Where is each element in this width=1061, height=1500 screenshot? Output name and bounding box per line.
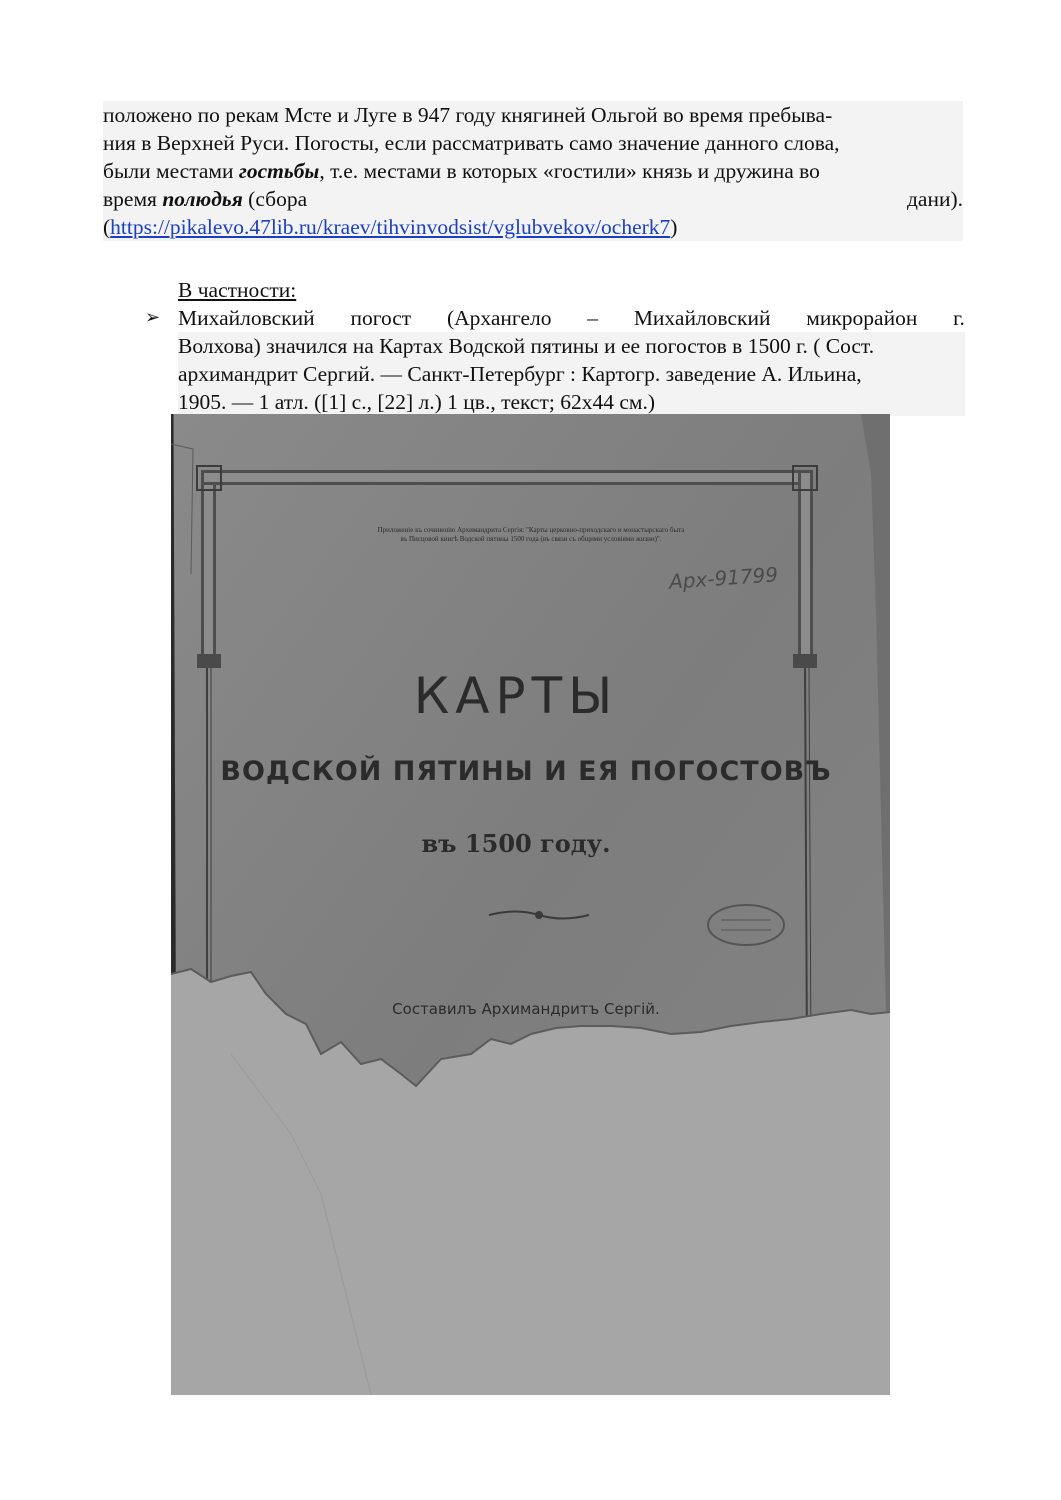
scan-title: КАРТЫ <box>413 667 619 725</box>
scan-subtitle: ВОДСКОЙ ПЯТИНЫ И ЕЯ ПОГОСТОВЪ <box>220 756 832 787</box>
scan-year: въ 1500 году. <box>421 829 611 858</box>
paragraph-line: время полюдья (сбора дани). <box>103 187 963 211</box>
paragraph-line: положено по рекам Мсте и Луге в 947 году княгиней Ольгой во время пребыва- <box>103 103 833 127</box>
bullet-line: Михайловский погост (Архангело – Михайловский микрорайон г. <box>178 306 965 330</box>
term-polyudya: полюдья <box>162 187 243 211</box>
scan-note-line: Приложеніе къ сочиненію Архимандрита Сергія: "Карты церковно-приходскаго и монастырскаго быта <box>377 526 685 534</box>
source-link-line: (https://pikalevo.47lib.ru/kraev/tihvinvodsist/vglubvekov/ocherk7) <box>103 215 678 239</box>
arrow-bullet-icon: ➢ <box>145 307 161 328</box>
scan-background <box>171 414 890 1395</box>
subheading: В частности: <box>178 278 297 302</box>
bullet-line: архимандрит Сергий. — Санкт-Петербург : Картогр. заведение А. Ильина, <box>178 360 965 388</box>
handwritten-number: Арх-91799 <box>668 562 779 594</box>
list-item <box>145 304 965 416</box>
bullet-line: 1905. — 1 атл. ([1] с., [22] л.) 1 цв., текст; 62х44 см.) <box>178 388 965 416</box>
paragraph-line: были местами гостьбы, т.е. местами в которых «гостили» князь и дружина во <box>103 159 820 183</box>
paragraph-line: ния в Верхней Руси. Погосты, если рассматривать само значение данного слова, <box>103 131 840 155</box>
scan-note-line: въ Писцовой книгѣ Водской пятины 1500 года (въ связи съ общими условіями жизни)". <box>400 535 662 543</box>
term-gostby: гостьбы <box>238 159 320 183</box>
bullet-line: Волхова) значился на Картах Водской пятины и ее погостов в 1500 г. ( Сост. <box>178 332 965 360</box>
scan-compiler: Составилъ Архимандритъ Сергій. <box>392 1000 660 1018</box>
body-paragraph <box>103 101 963 241</box>
scanned-title-page <box>171 414 890 1395</box>
source-link[interactable]: https://pikalevo.47lib.ru/kraev/tihvinvodsist/vglubvekov/ocherk7 <box>110 215 671 239</box>
